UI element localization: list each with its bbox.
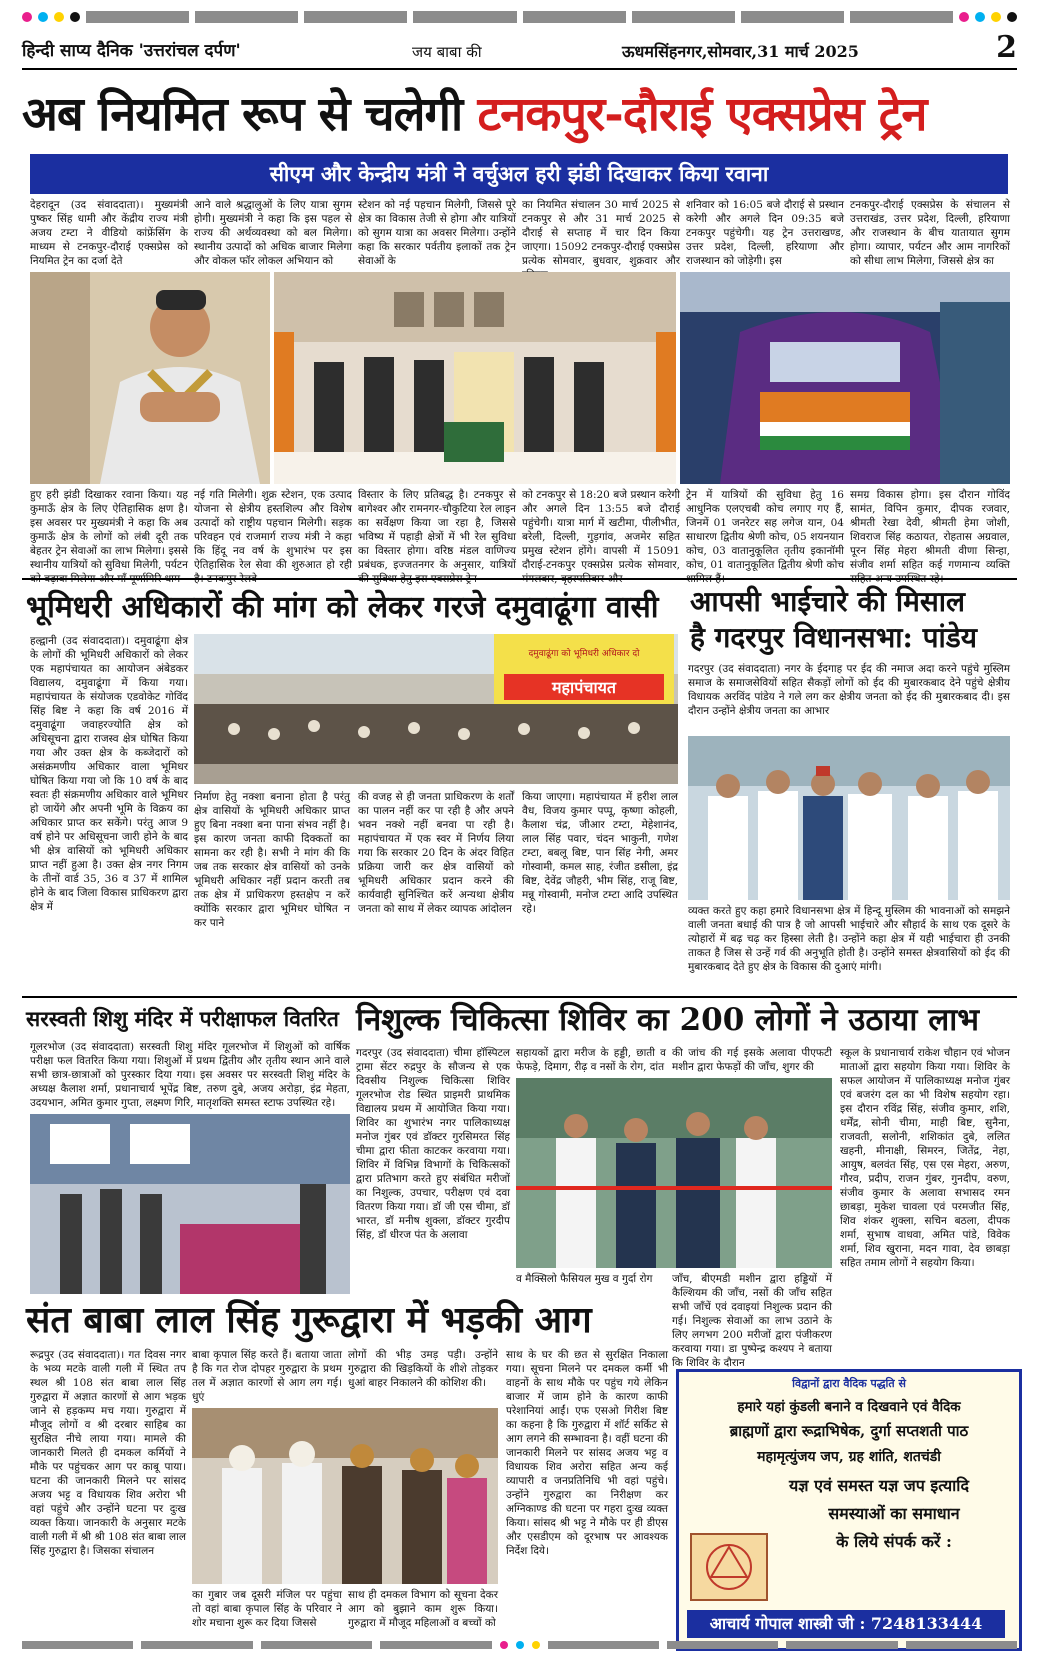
gurudwara-col1: रूद्रपुर (उद संवाददाता)। गत दिवस नगर के भव्य मटके वाली गली में स्थित तप स्थल श्री 108 संत बाबा लाल सिंह गुरुद्वारा में अज्ञात कारणों से आग भड़क जाने से हड़कम्प मच गया। गुरुद्वारा में मौजूद लोगों व श्री दरबार साहिब का सुरक्षित नीचे लाया गया। मामले की जानकारी मिलते ही दमकल कर्मियों ने मौके पर पहुंचकर आग पर काबू पाया। घटना की जानकारी मिलने पर सांसद अजय भट्ट व विधायक शिव अरोरा भी वहां पहुंचे और उन्होंने घटना पर दुःख व्यक्त किया। जानकारी के अनुसार मटके वाली गली में श्री श्री 108 संत बाबा लाल सिंह गुरुद्वारा है। जिसका संचालन bbox=[30, 1349, 186, 1557]
flagging-image bbox=[274, 272, 676, 484]
banner-top-text: दमुवाढूंगा को भूमिधरी अधिकार दो bbox=[528, 649, 640, 659]
advert-line4: महामृत्युंजय जप, ग्रह शांति, शतचंडी bbox=[757, 1449, 941, 1465]
advert-contact: आचार्य गोपाल शास्त्री जी : 7248133444 bbox=[687, 1610, 1005, 1638]
chikitsa-col2-top: सहायकों द्वारा मरीज के हड्डी, छाती व फेफड़े, दिमाग, रीढ़ व नसों के रोग, दांत bbox=[516, 1047, 666, 1073]
ribbon-cutting-image bbox=[516, 1078, 832, 1268]
lead-col6-top: टनकपुर-दौराई एक्सप्रेस के संचालन से उत्तराखंड, उत्तर प्रदेश, दिल्ली, हरियाणा और राजस्थान के बीच यातायात सुगम होगा। व्यापार, पर्यटन और आम नागरिकों को सीधा लाभ मिलेगा, जिससे क्षेत्र का bbox=[850, 199, 1010, 267]
chikitsa-col3-bottom: जाँच, बीएमडी मशीन द्वारा हड्डियों में कैल्शियम की जाँच, नसों की जाँच सहित सभी जाँचें एवं दवाइयां निशुल्क प्रदान की गई। निशुल्क सेवाओं का लाभ उठाने के लिए लगभग 200 मरीजों द्वारा पंजीकरण करवाया गया। डा पुष्पेन्द्र कश्यप ने बताया कि शिविर के दौरान bbox=[672, 1273, 832, 1369]
train-photo bbox=[680, 272, 1010, 484]
header-bar bbox=[22, 30, 1017, 70]
gadarpur-body-bottom: व्यक्त करते हुए कहा हमारे विधानसभा क्षेत्र में हिन्दू मुस्लिम की भावनाओं को समझने वाली जनता बधाई की पात्र है जो आपसी भाईचारे और सौहार्द के साथ एक दूसरे के त्योहारों में बढ़ चढ़ कर हिस्सा लेती है। उन्होंने कहा क्षेत्र में यही भाईचारा ही उनकी ताकत है जिस से उन्हें गर्व की अनुभूति होती है। उन्होंने समस्त क्षेत्रवासियों को ईद की मुबारकबाद देते हुए क्षेत्र के विकास की दुआएं मांगी। bbox=[688, 905, 1010, 973]
ribbon-cutting-photo bbox=[516, 1078, 832, 1268]
yantra-icon bbox=[689, 1532, 769, 1602]
lead-col5-bottom: ट्रेन में यात्रियों की सुविधा हेतु 16 आधुनिक एलएचबी कोच लगाए गए हैं, जिनमें 01 जनरेटर सह लगेज यान, 04 साधारण द्वितीय श्रेणी कोच, 05 शयनयान कोच, 03 वातानुकूलित तृतीय इकानॉमी कोच, 01 वातानुकूलित द्वितीय श्रेणी कोच bbox=[686, 489, 844, 571]
gurudwara-headline: संत बाबा लाल सिंह गुरूद्वारा में भड़की आग bbox=[26, 1299, 592, 1341]
advert-line6: समस्याओं का समाधान bbox=[828, 1504, 960, 1523]
bhumidhari-col1: हल्द्वानी (उद संवाददाता)। दमुवाढूंगा क्षेत्र के लोगों की भूमिधरी अधिकारों को लेकर एक महापंचायत का आयोजन अंबेडकर विद्यालय, दमुवाढूंगा में किया गया। महापंचायत के संयोजक एडवोकेट गोविंद सिंह बिष्ट ने कहा कि वर्ष 2016 में दमुवाढूंगा जवाहरज्योति क्षेत्र को अधिसूचना द्वारा राजस्व क्षेत्र घोषित किया गया और उक्त क्षेत्र के कब्जेदारों को असंक्रमणीय अधिकार वाला भूमिधर घोषित किया गया जो कि 10 वर्ष के बाद स्वतः ही संक्रमणीय अधिकार वाले भूमिधर हो जायेंगे और अपनी भूमि के विक्रय का अधिकार प्राप्त कर सकेंगे। परंतु आज 9 वर्ष होने पर अधिसूचना जारी होने के बाद भी क्षेत्र वासियों को भूमिधरी अधिकार प्राप्त नहीं हुआ है। उक्त क्षेत्र नगर निगम के तीनों वार्ड 35, 36 व 37 में शामिल होने के बाद जिला विकास प्राधिकरण द्वारा क्षेत्र में bbox=[30, 635, 188, 913]
mahapanchayat-image bbox=[194, 634, 678, 784]
lead-headline bbox=[22, 80, 1017, 150]
eid-image bbox=[688, 736, 1010, 900]
gurudwara-col4: साथ के घर की छत से सुरक्षित निकाला गया। सूचना मिलने पर दमकल कर्मी भी वाहनों के साथ मौके पर पहुंच गये लेकिन बाजार में जाम होने के कारण काफी परेशानियां आईं। एफ एसओ गिरीश बिष्ट का कहना है कि गुरुद्वारा में शॉर्ट सर्किट से आग लगने की सम्भावना है। वहीं घटना की जानकारी मिलने पर सांसद अजय भट्ट व विधायक शिव अरोरा सहित अन्य कई व्यापारी व जनप्रतिनिधि भी वहां पहुंचे। उन्होंने गुरुद्वारा का निरीक्षण कर अग्निकाण्ड की घटना पर गहरा दुःख व्यक्त किया। सांसद श्री भट्ट ने मौके पर ही डीएस और एसडीएम को दूरभाष पर आवश्यक निर्देश दिये। bbox=[506, 1349, 668, 1557]
advert-line5: यज्ञ एवं समस्त यज्ञ जप इत्यादि bbox=[789, 1476, 969, 1495]
gurudwara-col2-bottom: का गुबार जब दूसरी मंजिल पर पहुंचा तो वहां बाबा कृपाल सिंह के परिवार ने शोर मचाना शुरू कर दिया जिससे bbox=[192, 1589, 342, 1629]
bhumidhari-col2: निर्माण हेतु नक्शा बनाना होता है परंतु क्षेत्र वासियों के भूमिधरी अधिकार प्राप्त हुए बिना नक्शा बना पाना संभव नहीं है। इस कारण जनता काफी दिक्कतों का सामना कर रही है। सभी ने मांग की कि जब तक सरकार क्षेत्र वासियों को उनके भूमिधरी अधिकार नहीं प्रदान करती तब तक क्षेत्र में प्राधिकरण हस्तक्षेप न करें क्योंकि सरकार द्वारा भूमिधर घोषित न कर पाने bbox=[194, 791, 350, 929]
gurudwara-image bbox=[192, 1408, 498, 1584]
lead-col3-top: स्टेशन को नई पहचान मिलेगी, जिससे पूरे क्षेत्र का विकास तेजी से होगा और यात्रियों को सुगम यात्रा का अवसर मिलेगा। उन्होंने कहा कि सरकार पर्वतीय इलाकों तक ट्रेन सेवाओं के bbox=[358, 199, 516, 267]
school-image bbox=[30, 1114, 350, 1294]
chikitsa-headline: निशुल्क चिकित्सा शिविर का 200 लोगों ने उठाया लाभ bbox=[356, 1002, 980, 1038]
cm-portrait-image bbox=[30, 272, 270, 484]
lead-col5-top: शनिवार को 16:05 बजे दौराई से प्रस्थान करेगी और अगले दिन 09:35 बजे टनकपुर पहुंचेगी। यह ट्रेन उत्तराखण्ड, उत्तर प्रदेश, दिल्ली, हरियाणा और राजस्थान को जोड़ेगी। इस bbox=[686, 199, 844, 267]
mahapanchayat-photo bbox=[194, 634, 678, 784]
dateline: ऊधमसिंहनगर,सोमवार,31 मार्च 2025 bbox=[622, 42, 859, 61]
chikitsa-col2-bottom: व मैक्सिलो फैसियल मुख व गुर्दा रोग bbox=[516, 1273, 653, 1285]
train-image bbox=[680, 272, 1010, 484]
bhumidhari-col4: किया जाएगा। महापंचायत में हरीश लाल वैध, विजय कुमार पप्पू, कृष्णा कोहली, कैलाश चंद्र, जीआर टम्टा, मेहेशानंद, लाल सिंह पवार, चंदन भाकुनी, गणेश टम्टा, बबलू बिष्ट, पान सिंह नेगी, अमर गोस्वामी, कमल साह, रंजीत डसीला, इंद्र बिष्ट, देवेंद्र जौहरी, भीम सिंह, राजू बिष्ट, मन्नू गोस्वामी, मनोज टम्टा आदि उपस्थित रहे। bbox=[522, 791, 678, 915]
lead-subhead: सीएम और केन्द्रीय मंत्री ने वर्चुअल हरी झंडी दिखाकर किया रवाना bbox=[30, 154, 1008, 194]
bhumidhari-headline: भूमिधरी अधिकारों की मांग को लेकर गरजे दमुवाढूंगा वासी bbox=[26, 590, 659, 625]
footer-strip bbox=[22, 1640, 1017, 1650]
lead-col1-bottom: हुए हरी झंडी दिखाकर रवाना किया। यह कुमाऊँ क्षेत्र के लिए ऐतिहासिक क्षण है। इस अवसर पर मुख्यमंत्री ने कहा कि अब कुमाऊँ क्षेत्र के लोगों को लंबी दूरी तक बेहतर ट्रेन सेवाओं का लाभ मिलेगा। इससे स्थानीय यात्रियों को सुविधा मिलेगी, पर्यटन bbox=[30, 489, 188, 571]
saraswati-body: गूलरभोज (उद संवाददाता) सरस्वती शिशु मंदिर गूलरभोज में शिशुओं को वार्षिक परीक्षा फल वितरित किया गया। शिशुओं में प्रथम द्वितीय और तृतीय स्थान आने वाले सभी छात्र-छात्राओं को पुरस्कार दिया गया। इस अवसर पर सरस्वती शिशु मंदिर के अध्यक्ष कैलाश शर्मा, प्रधानाचार्य भूपेंद्र बिष्ट, तरुण दुबे, अजय अरोड़ा, इंद्र मेहता, उदयभान, अमित कुमार गुप्ता, लक्ष्मण गिरि, मातृशक्ति समस्त स्टाफ उपस्थित रहे। bbox=[30, 1041, 350, 1109]
lead-col4-top: का नियमित संचालन 30 मार्च 2025 से टनकपुर से और 31 मार्च 2025 से दौराई से सप्ताह में चार दिन किया जाएगा। 15092 टनकपुर-दौराई एक्सप्रेस प्रत्येक सोमवार, बुधवार, शुक्रवार और bbox=[522, 199, 680, 267]
gadarpur-body-top: गदरपुर (उद संवाददाता) नगर के ईदगाह पर ईद की नमाज अदा करने पहुंचे मुस्लिम समाज के समाजसेवियों सहित सैकड़ों लोगों को ईद की मुबारकबाद देने पहुंचे क्षेत्रीय विधायक अरविंद पांडेय ने गले लग कर क्षेत्रीय जनता को ईद की मुबारकबाद दी। इस दौरान उन्होंने क्षेत्रीय जनता का आभार bbox=[688, 663, 1010, 717]
banner-text: महापंचायत bbox=[551, 678, 617, 697]
advert-line2: हमारे यहां कुंडली बनाने व दिखवाने एवं वैदिक bbox=[737, 1399, 961, 1415]
lead-headline-black: अब नियमित रूप से चलेगी bbox=[22, 87, 478, 142]
flagging-photo bbox=[274, 272, 676, 484]
advert-line3: ब्राह्मणों द्वारा रूद्राभिषेक, दुर्गा सप्तशती पाठ bbox=[729, 1422, 969, 1440]
lead-col3-bottom: विस्तार के लिए प्रतिबद्ध है। टनकपुर से बागेश्वर और रामनगर-चौकुटिया रेल लाइन का सर्वेक्षण किया जा रहा है, जिससे भविष्य में पहाड़ी क्षेत्रों में भी रेल सुविधा का विस्तार होगा। वरिष्ठ मंडल वाणिज्य प्रबंधक, इज्जतनगर के अनुसार, यात्रियों bbox=[358, 489, 516, 571]
astrology-advert bbox=[676, 1369, 1022, 1651]
masthead-center: जय बाबा की bbox=[412, 43, 482, 61]
school-photo bbox=[30, 1114, 350, 1294]
gurudwara-col2-top: बाबा कृपाल सिंह करते हैं। बताया जाता है कि गत रोज दोपहर गुरुद्वारा के प्रथम तल में अज्ञात कारणों से आग लग गई। धुएं bbox=[192, 1349, 342, 1403]
lead-col4-bottom: को टनकपुर से 18:20 बजे प्रस्थान करेगी और अगले दिन 13:55 बजे दौराई पहुंचेगी। यात्रा मार्ग में खटीमा, पीलीभीत, बरेली, दिल्ली, गुड़गांव, अजमेर सहित प्रमुख स्टेशन होंगे। वापसी में 15091 दौराई-टनकपुर एक्सप्रेस प्रत्येक सोमवार, bbox=[522, 489, 680, 571]
masthead bbox=[0, 0, 1039, 76]
advert-line1: विद्वानों द्वारा वैदिक पद्धति से bbox=[792, 1377, 906, 1390]
lead-col2-bottom: नई गति मिलेगी। शुक्र स्टेशन, एक उत्पाद योजना से क्षेत्रीय हस्तशिल्प और विशेष उत्पादों को राष्ट्रीय पहचान मिलेगी। सड़क परिवहन एवं राजमार्ग राज्य मंत्री ने कहा कि हिंदू नव वर्ष के शुभारंभ पर इस ऐतिहासिक रेल सेवा की शुरुआत हो रही bbox=[194, 489, 352, 571]
page-number: 2 bbox=[996, 30, 1017, 65]
gadarpur-headline-2: है गदरपुर विधानसभा: पांडेय bbox=[690, 621, 977, 654]
lead-col1-top: देहरादून (उद संवाददाता)। मुख्यमंत्री पुष्कर सिंह धामी और केंद्रीय राज्य मंत्री अजय टम्टा ने वीडियो कांफ्रेंसिंग के माध्यम से टनकपुर-दौराई एक्सप्रेस को नियमित ट्रेन का दर्जा देते bbox=[30, 199, 188, 267]
bhumidhari-col3: की वजह से ही जनता प्राधिकरण के शर्तों का पालन नहीं कर पा रही है और अपने भवन नक्शे नहीं बनवा पा रही है। महापंचायत में एक स्वर में निर्णय लिया गया कि सरकार 20 दिन के अंदर विहित प्रक्रिया जारी कर क्षेत्र वासियों को भूमिधरी अधिकार प्रदान करने की कार्यवाही सुनिश्चित करें अन्यथा क्षेत्रीय जनता को साथ में लेकर व्यापक आंदोलन bbox=[358, 791, 514, 915]
section-divider-2 bbox=[22, 996, 1017, 998]
advert-line7: के लिये संपर्क करें : bbox=[836, 1532, 952, 1551]
color-strip bbox=[22, 8, 1017, 26]
lead-col2-top: आने वाले श्रद्धालुओं के लिए यात्रा सुगम होगी। मुख्यमंत्री ने कहा कि इस पहल से राज्य की अर्थव्यवस्था को बल मिलेगा। स्थानीय उत्पादों को अधिक बाजार मिलेगा और वोकल फॉर लोकल अभियान को bbox=[194, 199, 352, 267]
gadarpur-headline-1: आपसी भाईचारे की मिसाल bbox=[690, 585, 966, 618]
chikitsa-col3-top: की जांच की गई इसके अलावा पीएफटी मशीन द्वारा फेफड़ों की जाँच, शुगर की bbox=[672, 1047, 832, 1073]
cm-portrait-photo bbox=[30, 272, 270, 484]
chikitsa-col1: गदरपुर (उद संवाददाता) चीमा हॉस्पिटल ट्रामा सेंटर रुद्रपुर के सौजन्य से एक दिवसीय निशुल्क चिकित्सा शिविर गूलरभोज रोड स्थित प्राइमरी प्राथमिक विद्यालय प्रथम में आयोजित किया गया। शिविर का शुभारंभ नगर पालिकाध्यक्ष मनोज गुंबर एवं डॉक्टर गुरसिमरत सिंह चीमा द्वारा फीता काटकर करवाया गया। शिविर में विभिन्न विभागों के चिकित्सकों द्वारा प्रतिभाग करते हुए संबंधित मरीजों का निशुल्क, उपचार, परीक्षण एवं दवा वितरण किया गया। डॉ जी एस चीमा, डॉ भारत, डॉ मनीष शुक्ला, डॉक्टर गुरदीप सिंह, डॉ धीरज पंत के अलावा bbox=[356, 1047, 510, 1241]
gurudwara-col3-bottom: साथ ही दमकल विभाग को सूचना देकर आग को बुझाने काम शुरू किया। गुरुद्वारा में मौजूद महिलाओं व बच्चों को bbox=[348, 1589, 498, 1629]
saraswati-headline: सरस्वती शिशु मंदिर में परीक्षाफल वितरित bbox=[26, 1006, 339, 1031]
eid-photo bbox=[688, 736, 1010, 900]
section-divider bbox=[22, 578, 1017, 580]
lead-col6-bottom: समग्र विकास होगा। इस दौरान गोविंद सामंत, विपिन कुमार, दीपक रजवार, श्रीमती रेखा देवी, श्रीमती हेमा जोशी, शिवराज सिंह कठायत, रोहतास अग्रवाल, पूरन सिंह मेहरा श्रीमती वीणा सिन्हा, संजीव शर्मा सहित कई गणमान्य व्यक्ति bbox=[850, 489, 1010, 571]
chikitsa-col4: स्कूल के प्रधानाचार्य राकेश चौहान एवं भोजन माताओं द्वारा सहयोग किया गया। शिविर के सफल आयोजन में पालिकाध्यक्ष मनोज गुंबर एवं बजरंग दल का भी विशेष सहयोग रहा। इस दौरान रविंद्र सिंह, संजीव कुमार, शशि, धर्मेंद्र, सोनी चीमा, माही बिष्ट, सुनैना, राजवती, सलोनी, शशिकांत दुबे, ललित खहनी, मीनाक्षी, सिमरन, जितेंद्र, नेहा, आयुष, बलवंत सिंह, एस एस मेहरा, अरुण, गौरव, प्रदीप, राजन गुंबर, गुनदीप, वरुण, संजीव कुमार के अलावा सभासद रमन छाबड़ा, मुकेश चावला एवं परमजीत सिंह, शिव शंकर शुक्ला, सचिन बठला, दीपक शर्मा, सुभाष वाधवा, अमित पांडे, विवेक शर्मा, शिव खुराना, मदन गावा, देव छाबड़ा सहित तमाम लोगों ने सहयोग किया। bbox=[840, 1047, 1010, 1269]
gurudwara-photo bbox=[192, 1408, 498, 1584]
paper-name: हिन्दी साप्य दैनिक 'उत्तरांचल दर्पण' bbox=[22, 41, 241, 61]
lead-headline-red: टनकपुर-दौराई एक्सप्रेस ट्रेन bbox=[477, 87, 927, 142]
gurudwara-col3-top: लोगों की भीड़ उमड़ पड़ी। उन्होंने गुरुद्वारा की खिड़कियों के शीशे तोड़कर धुआं बाहर निकालने की कोशिश की। bbox=[348, 1349, 498, 1389]
